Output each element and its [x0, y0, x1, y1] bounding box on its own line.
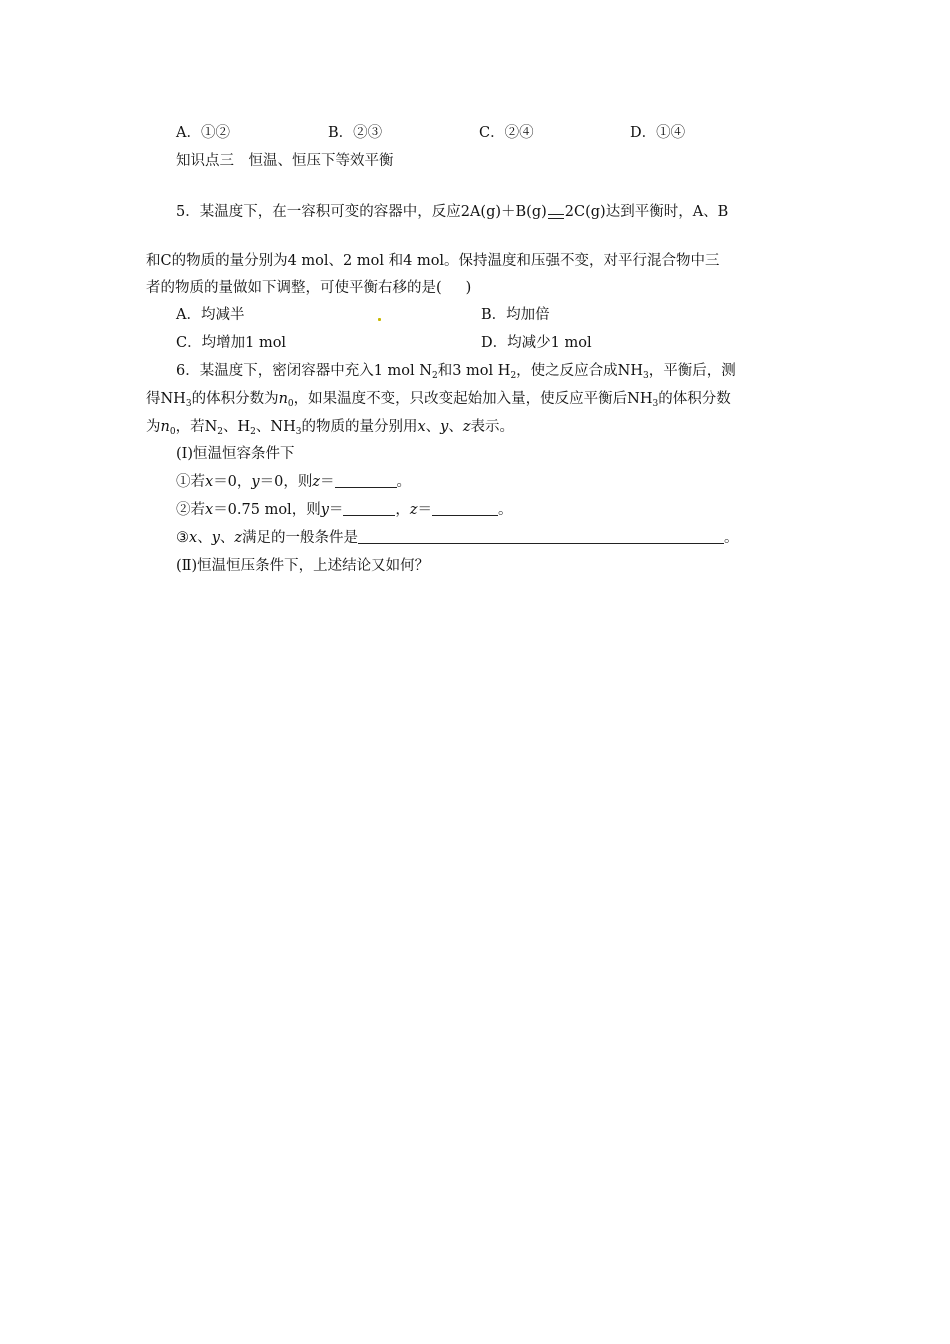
q6-part1-title: (Ⅰ)恒温恒容条件下 — [176, 446, 295, 462]
q5-option-b: B．均加倍 — [481, 307, 550, 323]
answer-blank[interactable] — [358, 529, 724, 544]
q5-option-c: C．均增加1 mol — [176, 335, 287, 351]
q6-line1: 6．某温度下，密闭容器中充入1 mol $N_2$和3 mol $H_2$，使之反应合成$NH_3$，平衡后，测 — [176, 363, 736, 381]
mark-dot — [378, 318, 381, 321]
q6-line2: 得$NH_3$的体积分数为$n_0$，如果温度不变，只改变起始加入量，使反应平衡后$NH_3$的体积分数 — [146, 391, 731, 409]
answer-blank[interactable] — [335, 473, 397, 488]
q6-item2: ②若x＝0.75 mol，则y＝ ，z＝ 。 — [176, 502, 513, 518]
q5-line2: 和C的物质的量分别为4 mol、2 mol 和4 mol。保持温度和压强不变，对平行混合物中三 — [146, 253, 720, 269]
q5-line3: 者的物质的量做如下调整，可使平衡右移的是( ) — [146, 280, 472, 296]
q6-item3: ③x、y、z满足的一般条件是 。 — [176, 530, 739, 546]
q4-option-c: C．②④ — [479, 125, 534, 141]
q5-line1: 5．某温度下，在一容积可变的容器中，反应2A(g)＋B(g) 2C(g)达到平衡时，A、B — [176, 204, 729, 220]
q6-part2-title: (Ⅱ)恒温恒压条件下，上述结论又如何？ — [176, 558, 430, 574]
q4-option-a: A．①② — [176, 125, 230, 141]
q5-option-d: D．均减少1 mol — [481, 335, 592, 351]
section-heading: 知识点三 恒温、恒压下等效平衡 — [176, 153, 394, 169]
q6-line3: 为$n_0$，若$N_2$、$H_2$、$NH_3$的物质的量分别用x、y、z表示。 — [146, 419, 514, 437]
answer-blank[interactable] — [343, 501, 395, 516]
q4-option-d: D．①④ — [630, 125, 686, 141]
q5-option-a: A．均减半 — [176, 307, 245, 323]
equilibrium-arrow-icon — [548, 212, 564, 220]
answer-blank[interactable] — [432, 501, 498, 516]
q4-option-b: B．②③ — [328, 125, 383, 141]
q6-item1: ①若x＝0，y＝0，则z＝ 。 — [176, 474, 411, 490]
